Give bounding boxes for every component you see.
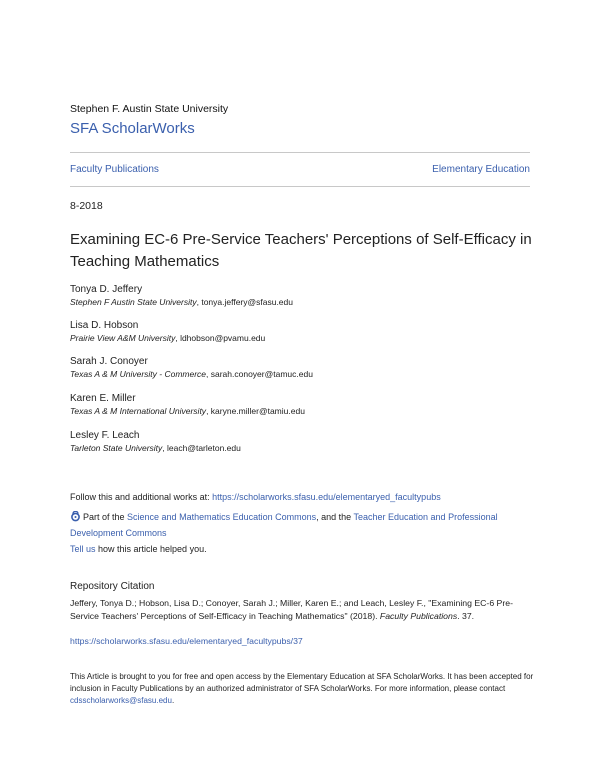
citation-url-link[interactable]: https://scholarworks.sfasu.edu/elementaryed_facultypubs/37 (70, 636, 303, 646)
follow-line (70, 489, 441, 505)
author-block (70, 355, 313, 380)
author-affiliation (70, 442, 241, 454)
author-email: , sarah.conoyer@tamuc.edu (206, 369, 313, 379)
citation-main: Jeffery, Tonya D.; Hobson, Lisa D.; Conoyer, Sarah J.; Miller, Karen E.; and Leach, Lesley F., "Examining EC-6 Pre-Service Teachers' Perceptions of Self-Efficacy in Teaching Mathematics" (2018). (70, 598, 513, 621)
nav-divider (70, 186, 530, 187)
top-divider (70, 152, 530, 153)
author-institution: Prairie View A&M University (70, 333, 176, 343)
author-name: Sarah J. Conoyer (70, 356, 148, 367)
author-name: Karen E. Miller (70, 393, 136, 404)
author-affiliation (70, 332, 265, 344)
author-affiliation (70, 296, 293, 308)
teacher-education-commons-link[interactable]: Teacher Education and Professional Development Commons (70, 512, 498, 538)
author-name: Tonya D. Jeffery (70, 284, 143, 295)
author-institution: Tarleton State University (70, 443, 163, 453)
citation-number: . 37. (457, 610, 475, 621)
article-title: Examining EC-6 Pre-Service Teachers' Perceptions of Self-Efficacy in Teaching Mathematics (70, 231, 532, 270)
follow-prefix: Follow this and additional works at: (70, 492, 213, 502)
author-block (70, 283, 293, 308)
tell-us-link[interactable]: Tell us (70, 544, 96, 554)
author-block (70, 429, 241, 454)
author-institution: Texas A & M University - Commerce (70, 369, 207, 379)
footer-text: This Article is brought to you for free and open access by the Elementary Education at SFA ScholarWorks. It has been accepted for inclusion in Faculty Publications by an authorized administrator of SFA ScholarWorks. For more information, please contact (70, 672, 534, 693)
footer-notice (70, 671, 535, 707)
author-name: Lisa D. Hobson (70, 320, 139, 331)
author-institution: Texas A & M International University (70, 406, 207, 416)
author-name: Lesley F. Leach (70, 430, 140, 441)
author-email: , tonya.jeffery@sfasu.edu (196, 297, 293, 307)
citation-journal: Faculty Publications (379, 610, 458, 621)
open-access-icon (70, 511, 81, 522)
author-email: , karyne.miller@tamiu.edu (206, 406, 305, 416)
part-of-line (70, 509, 540, 541)
author-email: , leach@tarleton.edu (162, 443, 241, 453)
author-email: , ldhobson@pvamu.edu (175, 333, 266, 343)
author-affiliation (70, 368, 313, 380)
collection-url-link[interactable]: https://scholarworks.sfasu.edu/elementaryed_facultypubs (212, 492, 441, 502)
repository-name[interactable]: SFA ScholarWorks (70, 120, 195, 137)
publication-date: 8-2018 (70, 200, 103, 212)
author-institution: Stephen F Austin State University (70, 297, 197, 307)
repository-citation-heading: Repository Citation (70, 581, 155, 592)
institution-name: Stephen F. Austin State University (70, 103, 229, 115)
author-block (70, 392, 305, 417)
tell-us-rest: how this article helped you. (95, 544, 207, 554)
elementary-education-link[interactable]: Elementary Education (432, 164, 530, 175)
author-block (70, 319, 265, 344)
science-math-commons-link[interactable]: Science and Mathematics Education Commons (127, 512, 317, 522)
tell-us-line (70, 541, 207, 557)
faculty-publications-link[interactable]: Faculty Publications (70, 164, 159, 175)
author-affiliation (70, 405, 305, 417)
part-of-middle: , and the (316, 512, 354, 522)
contact-email-link[interactable]: cdsscholarworks@sfasu.edu (70, 696, 172, 705)
citation-text (70, 597, 535, 622)
part-of-prefix: Part of the (83, 512, 128, 522)
footer-end: . (171, 696, 175, 705)
